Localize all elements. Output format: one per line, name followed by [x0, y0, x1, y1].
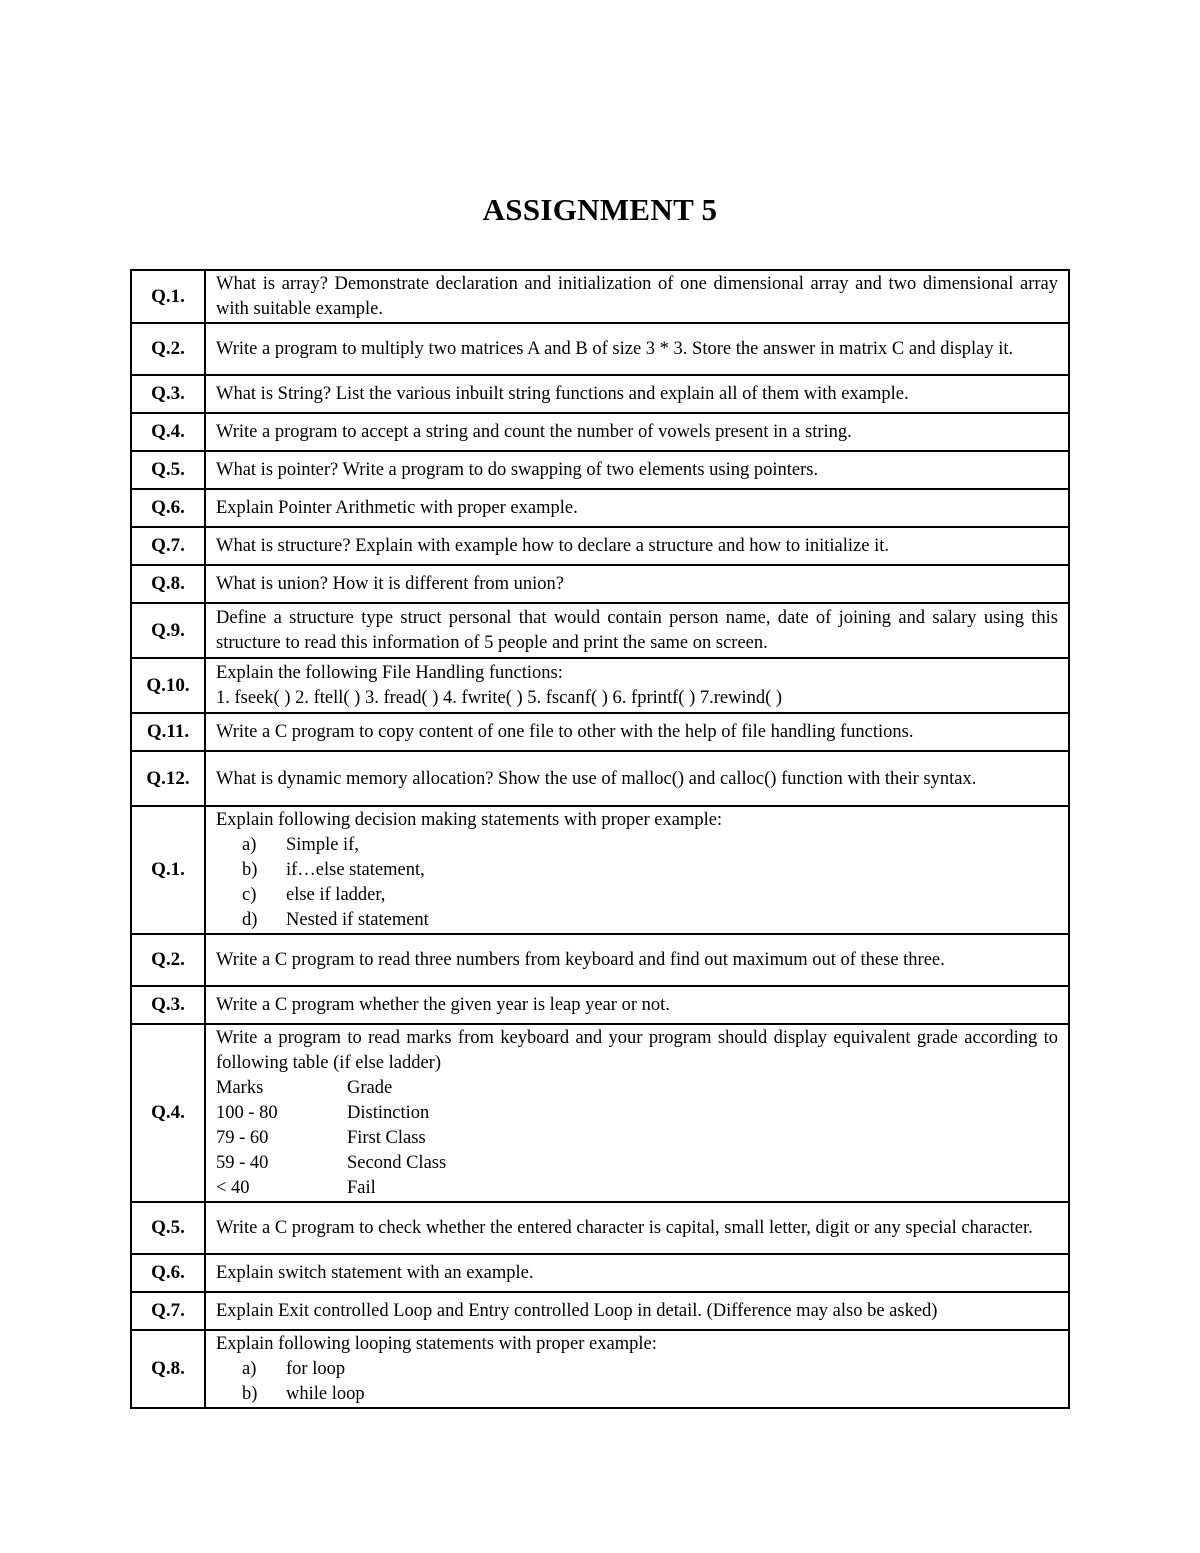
question-row: [131, 489, 1069, 527]
question-row: [131, 806, 1069, 934]
question-number: Q.4.: [131, 413, 205, 451]
question-text: What is pointer? Write a program to do swapping of two elements using pointers.: [205, 451, 1069, 489]
question-text: What is union? How it is different from union?: [205, 565, 1069, 603]
question-row: [131, 1330, 1069, 1408]
list-item-label: b): [242, 1384, 258, 1404]
question-number: Q.4.: [131, 1024, 205, 1202]
question-intro: Explain following decision making statements with proper example:: [216, 810, 723, 830]
list-item: [242, 858, 1058, 883]
question-row: [131, 986, 1069, 1024]
list-item-label: d): [242, 910, 258, 930]
sub-item-list: [216, 833, 1058, 933]
question-text: Explain Exit controlled Loop and Entry controlled Loop in detail. (Difference may also be asked): [205, 1292, 1069, 1330]
question-number: Q.6.: [131, 489, 205, 527]
list-item-text: Simple if,: [286, 835, 359, 855]
marks-header: Marks: [216, 1078, 264, 1098]
question-text: Write a program to accept a string and count the number of vowels present in a string.: [205, 413, 1069, 451]
question-row: [131, 375, 1069, 413]
question-number: Q.7.: [131, 1292, 205, 1330]
page-title: ASSIGNMENT 5: [482, 192, 718, 227]
list-item-label: c): [242, 885, 257, 905]
question-intro: Explain following looping statements with proper example:: [216, 1334, 657, 1354]
question-row: [131, 527, 1069, 565]
question-text-line: Explain the following File Handling functions:: [216, 663, 563, 683]
grade-table-row: [216, 1101, 1058, 1126]
question-number: Q.5.: [131, 1202, 205, 1254]
question-row: [131, 1254, 1069, 1292]
list-item-label: a): [242, 835, 257, 855]
marks-range: 100 - 80: [216, 1103, 278, 1123]
question-number: Q.9.: [131, 603, 205, 658]
list-item-text: else if ladder,: [286, 885, 386, 905]
question-text: Write a C program whether the given year is leap year or not.: [205, 986, 1069, 1024]
question-number: Q.1.: [131, 270, 205, 323]
question-row: [131, 658, 1069, 713]
question-intro: Write a program to read marks from keyboard and your program should display equivalent grade according to following table (if else ladder): [216, 1028, 1058, 1073]
function-list-line: 1. fseek( ) 2. ftell( ) 3. fread( ) 4. fwrite( ) 5. fscanf( ) 6. fprintf( ) 7.rewind( ): [216, 688, 783, 708]
question-row: [131, 270, 1069, 323]
question-text: What is String? List the various inbuilt string functions and explain all of them with example.: [205, 375, 1069, 413]
question-text: Explain Pointer Arithmetic with proper example.: [205, 489, 1069, 527]
question-number: Q.7.: [131, 527, 205, 565]
grade-value: First Class: [347, 1128, 426, 1148]
question-text: What is dynamic memory allocation? Show the use of malloc() and calloc() function with their syntax.: [205, 751, 1069, 806]
question-text: What is array? Demonstrate declaration and initialization of one dimensional array and two dimensional array with suitable example.: [205, 270, 1069, 323]
list-item: [242, 883, 1058, 908]
list-item-label: a): [242, 1359, 257, 1379]
list-item: [242, 908, 1058, 933]
marks-range: < 40: [216, 1178, 250, 1198]
question-number: Q.11.: [131, 713, 205, 751]
question-row: [131, 1024, 1069, 1202]
marks-range: 79 - 60: [216, 1128, 269, 1148]
question-row: [131, 323, 1069, 375]
question-text: [205, 806, 1069, 934]
question-number: Q.5.: [131, 451, 205, 489]
sub-item-list: [216, 1357, 1058, 1407]
list-item-text: Nested if statement: [286, 910, 429, 930]
list-item-text: for loop: [286, 1359, 346, 1379]
question-number: Q.3.: [131, 986, 205, 1024]
question-text: Write a program to multiply two matrices A and B of size 3 * 3. Store the answer in matrix C and display it.: [205, 323, 1069, 375]
question-text: Write a C program to copy content of one file to other with the help of file handling functions.: [205, 713, 1069, 751]
grade-value: Second Class: [347, 1153, 447, 1173]
marks-range: 59 - 40: [216, 1153, 269, 1173]
question-text: What is structure? Explain with example how to declare a structure and how to initialize it.: [205, 527, 1069, 565]
question-text: Write a C program to check whether the entered character is capital, small letter, digit or any special character.: [205, 1202, 1069, 1254]
list-item-label: b): [242, 860, 258, 880]
question-number: Q.12.: [131, 751, 205, 806]
grade-header: Grade: [347, 1078, 393, 1098]
question-row: [131, 565, 1069, 603]
question-text: Write a C program to read three numbers from keyboard and find out maximum out of these three.: [205, 934, 1069, 986]
question-text: Define a structure type struct personal that would contain person name, date of joining and salary using this structure to read this information of 5 people and print the same on screen.: [205, 603, 1069, 658]
list-item: [242, 1357, 1058, 1382]
grade-value: Fail: [347, 1178, 376, 1198]
question-text: Explain switch statement with an example.: [205, 1254, 1069, 1292]
question-row: [131, 413, 1069, 451]
question-row: [131, 451, 1069, 489]
grade-table-row: [216, 1176, 1058, 1201]
question-row: [131, 603, 1069, 658]
list-item: [242, 1382, 1058, 1407]
question-number: Q.10.: [131, 658, 205, 713]
question-row: [131, 751, 1069, 806]
question-row: [131, 713, 1069, 751]
list-item: [242, 833, 1058, 858]
question-row: [131, 1292, 1069, 1330]
question-text: [205, 658, 1069, 713]
question-number: Q.2.: [131, 934, 205, 986]
grade-table-header: [216, 1076, 1058, 1101]
question-text: [205, 1330, 1069, 1408]
question-number: Q.8.: [131, 1330, 205, 1408]
list-item-text: if…else statement,: [286, 860, 425, 880]
question-number: Q.6.: [131, 1254, 205, 1292]
grade-value: Distinction: [347, 1103, 430, 1123]
question-row: [131, 1202, 1069, 1254]
grade-table-row: [216, 1151, 1058, 1176]
question-number: Q.1.: [131, 806, 205, 934]
question-table: [130, 269, 1070, 1409]
question-text: [205, 1024, 1069, 1202]
grade-table-row: [216, 1126, 1058, 1151]
list-item-text: while loop: [286, 1384, 365, 1404]
question-row: [131, 934, 1069, 986]
question-number: Q.8.: [131, 565, 205, 603]
question-number: Q.3.: [131, 375, 205, 413]
question-number: Q.2.: [131, 323, 205, 375]
